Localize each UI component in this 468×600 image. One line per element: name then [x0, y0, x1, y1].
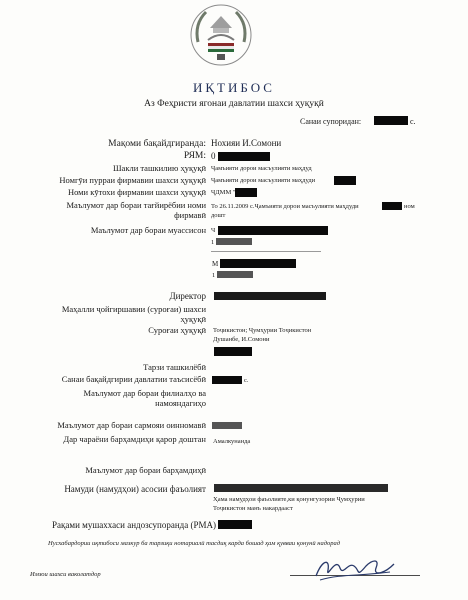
address-value-1: Тоҷикистон; Ҷумҳурии Тоҷикистон	[213, 327, 312, 334]
liquidation-label: Дар чараёни барҳамдиҳи қарор доштан	[63, 434, 206, 444]
coat-of-arms-emblem	[186, 2, 256, 70]
founder2-line2-prefix: 1	[212, 272, 216, 279]
state-reg-date-label: Санаи бақайдгирии давлатии таъсисёбӣ	[61, 374, 206, 384]
document-subtitle: Аз Феҳристи ягонаи давлатии шахси ҳуқуқӣ	[144, 99, 324, 109]
redacted-issue-date	[374, 116, 408, 125]
founder1-prefix: Ч	[211, 227, 216, 234]
redacted-founder1-share	[216, 238, 252, 245]
redacted-director	[214, 292, 326, 300]
activity-label: Намуди (намудҳои) асосии фаъолият	[64, 484, 206, 494]
redacted-reg-date	[212, 376, 242, 384]
founder2-prefix: М	[212, 260, 219, 268]
state-reg-date-suffix: с.	[244, 377, 249, 384]
redacted-old-name	[382, 202, 402, 210]
document-title: ИҚТИБОС	[193, 80, 275, 95]
signature-scribble	[310, 552, 400, 586]
founders-divider	[211, 251, 321, 252]
name-change-label: Маълумот дар бораи тағйирёбии номи фирмавӣ	[66, 200, 206, 220]
founder1-line2-prefix: 1	[211, 239, 215, 246]
ryam-value: 0	[211, 151, 216, 161]
ryam-label: РЯМ:	[183, 151, 206, 161]
footer-note: Нусхабардории иқтибоси мазкур ба тарзиқи нотариалӣ тасдиқ карда бошад ҳам қувваи қонунӣ надорад	[48, 540, 341, 547]
signature-label: Имзои шахси ваколатдор	[30, 571, 101, 578]
registrar-value: Нохияи И.Сомони	[211, 138, 282, 148]
issue-date-suffix: с.	[410, 117, 416, 126]
address-value-2: Душанбе, И.Сомони	[213, 336, 270, 343]
director-label: Директор	[169, 291, 206, 301]
redacted-short-name	[235, 188, 257, 197]
activity-value-2: Тоҷикистон манъ накардааст	[213, 505, 293, 512]
activity-value-1: Ҳама намудҳои фаъолияте,ки қонунгузории Ҷумҳурии	[213, 496, 365, 503]
dissolution-label: Маълумот дар бораи барҳамдиҳӣ	[85, 465, 206, 475]
name-change-value-2: дошт	[211, 212, 226, 219]
legal-form-value: Ҷамъияти дорои масъулияти маҳдуд	[211, 165, 312, 172]
redacted-founder1-name	[218, 226, 328, 235]
full-name-label: Номгӯи пурраи фирмавии шахси ҳуқуқӣ	[59, 175, 206, 185]
liquidation-value: Амалкунанда	[213, 438, 251, 445]
redacted-founder2-name	[220, 259, 296, 268]
tin-label: Рақами мушаххаси андозсупоранда (РМА)	[52, 520, 216, 530]
capital-label: Маълумот дар бораи сармояи оинномавӣ	[57, 420, 206, 430]
short-name-label: Номи кӯтохи фирмавии шахси ҳуқуқӣ	[67, 187, 206, 197]
location-label: Маҳалли ҷойгиршавии (суроғаи) шахси ҳуқуқӣ	[61, 304, 206, 324]
redacted-founder2-share	[217, 271, 253, 278]
redacted-full-name	[334, 176, 356, 185]
branches-label: Маълумот дар бораи филиалҳо ва намояндагиҳо	[83, 388, 206, 408]
name-change-value-suffix: ном	[404, 203, 415, 210]
legal-form-label: Шакли ташкилию ҳуқуқӣ	[112, 163, 206, 173]
redacted-tin	[218, 520, 252, 529]
redacted-address-detail	[214, 347, 252, 356]
registrar-label: Мақоми бақайдгиранда:	[108, 139, 206, 149]
redacted-ryam	[218, 152, 270, 161]
name-change-value: То 26.11.2009 с.Ҷамъияти дорои масъулияти маҳдуди	[211, 203, 359, 210]
redacted-activity	[214, 484, 388, 492]
founders-label: Маълумот дар бораи муассисон	[90, 225, 206, 235]
address-label: Суроғаи ҳуқуқӣ	[148, 325, 206, 335]
creation-type-label: Тарзи ташкилёбӣ	[143, 362, 206, 372]
issue-date-label: Санаи супоридан:	[300, 117, 362, 126]
short-name-value: ҶДММ "	[211, 189, 236, 196]
redacted-capital-value	[212, 422, 242, 429]
full-name-value: Ҷамъияти дорои масъулияти маҳдуди	[211, 177, 316, 184]
